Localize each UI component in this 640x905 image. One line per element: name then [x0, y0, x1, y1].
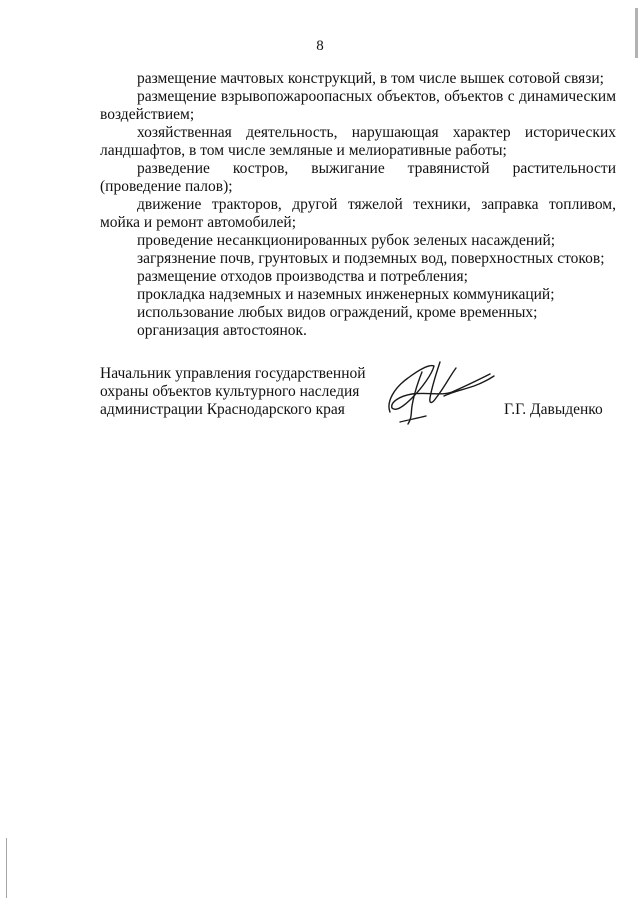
list-item: разведение костров, выжигание травянистой растительности (проведение палов);	[100, 160, 616, 195]
scan-edge-mark	[6, 838, 7, 898]
list-item: движение тракторов, другой тяжелой техники, заправка топливом, мойка и ремонт автомобилей;	[100, 196, 616, 231]
list-item: использование любых видов ограждений, кроме временных;	[137, 304, 538, 321]
list-item: проведение несанкционированных рубок зеленых насаждений;	[137, 232, 556, 249]
list-item: хозяйственная деятельность, нарушающая характер исторических ландшафтов, в том числе земляные и мелиоративные работы;	[100, 124, 616, 159]
handwritten-signature-icon	[378, 352, 498, 428]
list-item: размещение отходов производства и потребления;	[137, 268, 468, 285]
list-item: загрязнение почв, грунтовых и подземных вод, поверхностных стоков;	[137, 250, 605, 267]
list-item: организация автостоянок.	[137, 322, 307, 339]
signatory-title-line: Начальник управления государственной	[100, 365, 366, 382]
signatory-name: Г.Г. Давыденко	[504, 401, 603, 418]
list-item: размещение взрывопожароопасных объектов, объектов с динамическим воздействием;	[100, 88, 616, 123]
signatory-title-line: охраны объектов культурного наследия	[100, 383, 360, 400]
restrictions-list	[100, 70, 616, 340]
signatory-title	[100, 365, 366, 419]
list-item: размещение мачтовых конструкций, в том числе вышек сотовой связи;	[137, 70, 604, 87]
page-number: 8	[316, 38, 324, 54]
signatory-title-line: администрации Краснодарского края	[100, 401, 345, 418]
list-item: прокладка надземных и наземных инженерных коммуникаций;	[137, 286, 555, 303]
